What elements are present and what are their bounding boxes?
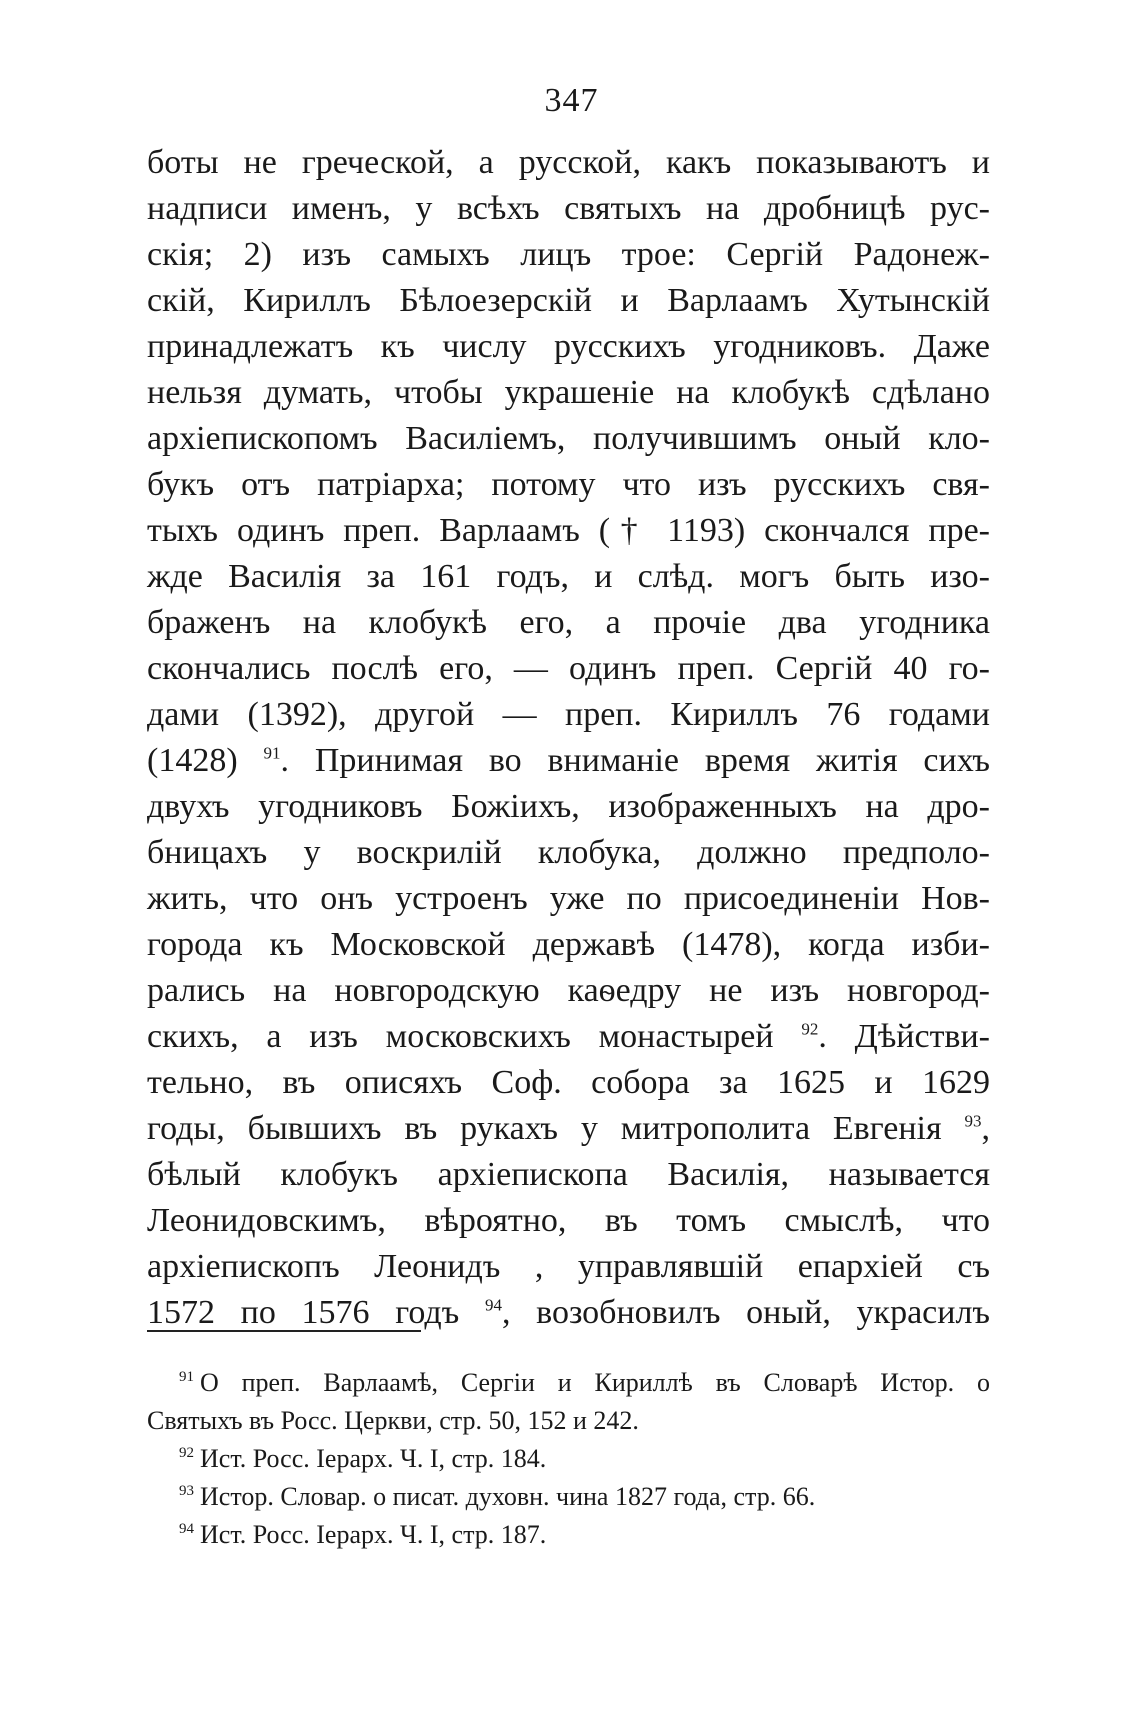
text-line: боты не греческой, а русской, какъ показываютъ и — [147, 144, 990, 181]
footnote-94: $^{94}$ Ист. Росс. Іерарх. Ч. I, стр. 187. — [179, 1520, 547, 1549]
text-line: нельзя думать, чтобы украшеніе на клобукѣ сдѣлано — [147, 374, 990, 411]
text-line: скончались послѣ его, — одинъ преп. Сергій 40 го- — [147, 650, 990, 687]
text-line: двухъ угодниковъ Божіихъ, изображенныхъ на дро- — [147, 788, 990, 825]
footnote-ref-94[interactable]: 94 — [484, 1295, 502, 1315]
text-line: бницахъ у воскрилій клобука, должно предполо- — [147, 834, 990, 871]
text-line: принадлежатъ къ числу русскихъ угодниковъ. Даже — [147, 328, 990, 365]
text-line: скія; 2) изъ самыхъ лицъ трое: Сергій Радонеж- — [147, 236, 990, 273]
page-number: 347 — [544, 82, 599, 119]
text-line: дами (1392), другой — преп. Кириллъ 76 годами — [147, 696, 990, 733]
text-line: тельно, въ описяхъ Соф. собора за 1625 и 1629 — [147, 1064, 990, 1101]
footnote-91-continued: Святыхъ въ Росс. Церкви, стр. 50, 152 и 242. — [147, 1406, 639, 1435]
footnote-ref-93[interactable]: 93 — [964, 1111, 982, 1131]
footnotes — [147, 1364, 990, 1554]
text-line: надписи именъ, у всѣхъ святыхъ на дробницѣ рус- — [147, 190, 990, 227]
footnote-number: 93 — [179, 1483, 194, 1500]
footnote-number: 92 — [179, 1445, 194, 1462]
text-line: города къ Московской державѣ (1478), когда изби- — [147, 926, 990, 963]
text-line: скій, Кириллъ Бѣлоезерскій и Варлаамъ Хутынскій — [147, 282, 990, 319]
footnote-93: $^{93}$ Истор. Словар. о писат. духовн. чина 1827 года, стр. 66. — [179, 1482, 816, 1511]
footnote-ref-91[interactable]: 91 — [263, 743, 281, 763]
text-line: архіепископомъ Василіемъ, получившимъ оный кло- — [147, 420, 990, 457]
text-line: браженъ на клобукѣ его, а прочіе два угодника — [147, 604, 990, 641]
text-line: 1572 по 1576 годъ $^{94}$, возобновилъ оный, украсилъ — [147, 1294, 991, 1331]
text-line: скихъ, а изъ московскихъ монастырей $^{92}$. Дѣйстви- — [147, 1018, 991, 1055]
footnote-ref-92[interactable]: 92 — [801, 1019, 819, 1039]
text-line: архіепископъ Леонидъ , управлявшій епархіей съ — [147, 1248, 990, 1285]
text-line: годы, бывшихъ въ рукахъ у митрополита Евгенія $^{93}$, — [147, 1110, 990, 1147]
text-line: жить, что онъ устроенъ уже по присоединеніи Нов- — [147, 880, 990, 917]
text-line: рались на новгородскую каѳедру не изъ новгород- — [147, 972, 990, 1009]
footnote-92: $^{92}$ Ист. Росс. Іерарх. Ч. I, стр. 184. — [179, 1444, 547, 1473]
main-text — [147, 140, 990, 1336]
footnote-91: $^{91}$ О преп. Варлаамѣ, Сергіи и Кириллѣ въ Словарѣ Истор. о — [179, 1368, 990, 1397]
text-line: (1428) $^{91}$. Принимая во вниманіе время житія сихъ — [147, 742, 991, 779]
footnote-divider — [147, 1330, 421, 1332]
text-line: бѣлый клобукъ архіепископа Василія, называется — [147, 1156, 990, 1193]
text-line: жде Василія за 161 годъ, и слѣд. могъ быть изо- — [147, 558, 990, 595]
text-line: Леонидовскимъ, вѣроятно, въ томъ смыслѣ, что — [147, 1202, 990, 1239]
footnote-number: 91 — [179, 1369, 194, 1386]
text-line: букъ отъ патріарха; потому что изъ русскихъ свя- — [147, 466, 990, 503]
footnote-number: 94 — [179, 1521, 194, 1538]
text-line: тыхъ одинъ преп. Варлаамъ († 1193) скончался пре- — [147, 512, 990, 549]
